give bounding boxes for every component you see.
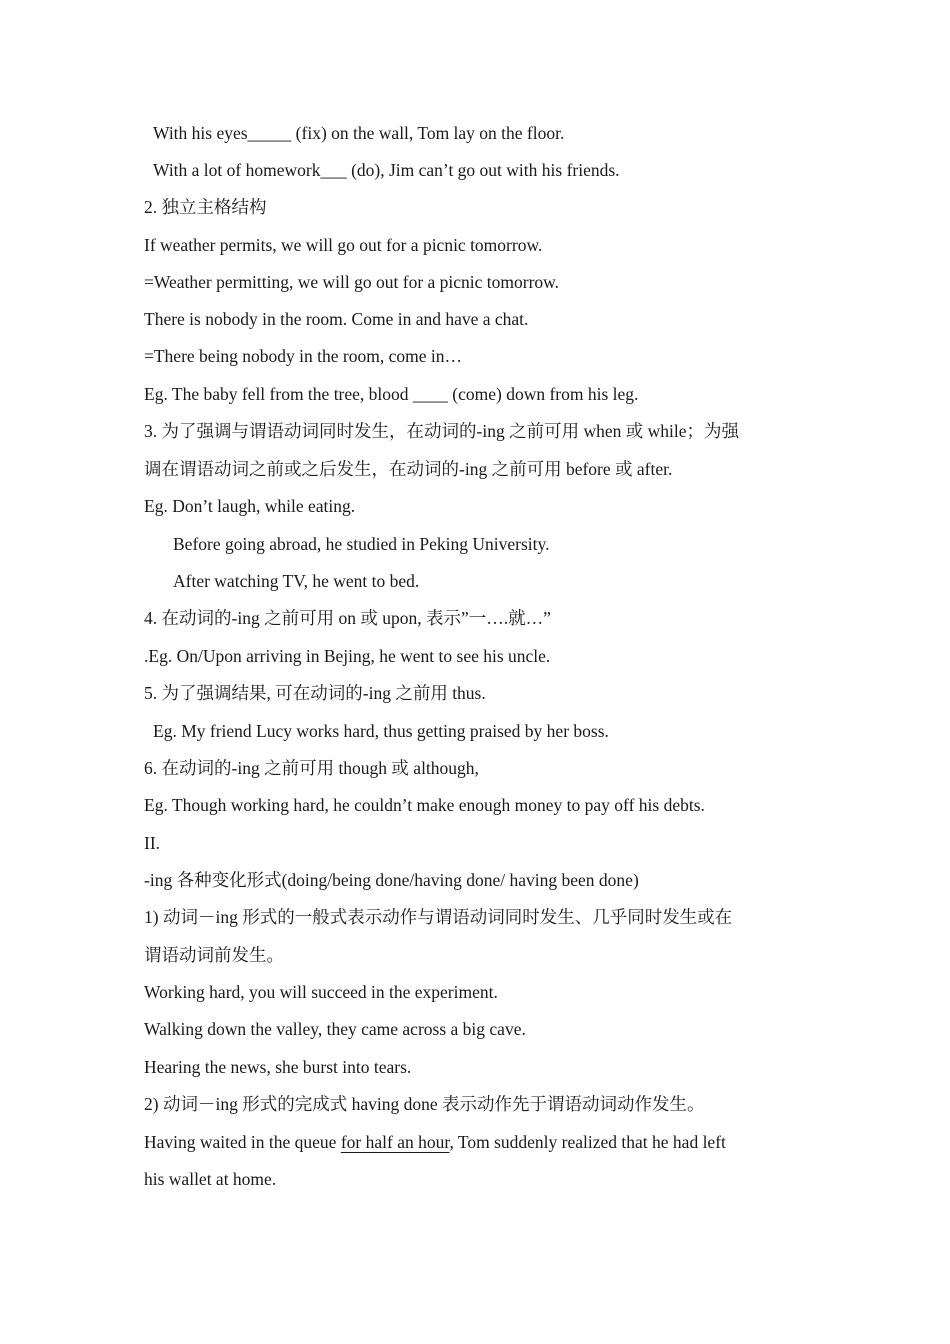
rule-line: 5. 为了强调结果, 可在动词的-ing 之前用 thus. xyxy=(144,683,486,703)
rule-line: 1) 动词－ing 形式的一般式表示动作与谓语动词同时发生、几乎同时发生或在 xyxy=(144,907,733,927)
rule-line: 2) 动词－ing 形式的完成式 having done 表示动作先于谓语动词动作发生。 xyxy=(144,1094,705,1114)
section-heading: -ing 各种变化形式(doing/being done/having done/ having been done) xyxy=(144,870,639,890)
example-line: =There being nobody in the room, come in… xyxy=(144,346,462,366)
underlined-phrase: for half an hour xyxy=(340,1132,450,1152)
example-line xyxy=(144,1131,726,1153)
example-line: =Weather permitting, we will go out for a picnic tomorrow. xyxy=(144,272,560,292)
rule-line: 3. 为了强调与谓语动词同时发生，在动词的-ing 之前可用 when 或 while；为强 xyxy=(144,421,739,441)
example-line: Eg. My friend Lucy works hard, thus getting praised by her boss. xyxy=(153,721,609,741)
example-line: If weather permits, we will go out for a picnic tomorrow. xyxy=(144,235,543,255)
rule-line: 谓语动词前发生。 xyxy=(144,945,284,965)
example-line: Walking down the valley, they came across a big cave. xyxy=(144,1019,526,1039)
rule-line: 4. 在动词的-ing 之前可用 on 或 upon, 表示”一….就…” xyxy=(144,608,551,628)
exercise-line: With his eyes_____ (fix) on the wall, Tom lay on the floor. xyxy=(153,123,565,143)
exercise-line: With a lot of homework___ (do), Jim can’t go out with his friends. xyxy=(153,160,620,180)
example-line: Eg. Though working hard, he couldn’t make enough money to pay off his debts. xyxy=(144,795,705,815)
example-line: Eg. Don’t laugh, while eating. xyxy=(144,496,356,516)
example-line: Hearing the news, she burst into tears. xyxy=(144,1057,412,1077)
example-line: Working hard, you will succeed in the experiment. xyxy=(144,982,498,1002)
exercise-line: Eg. The baby fell from the tree, blood ____ (come) down from his leg. xyxy=(144,384,639,404)
example-text: Having waited in the queue xyxy=(144,1132,341,1152)
rule-line: 调在谓语动词之前或之后发生，在动词的-ing 之前可用 before 或 after. xyxy=(144,459,673,479)
example-line: his wallet at home. xyxy=(144,1169,277,1189)
example-text: , Tom suddenly realized that he had left xyxy=(449,1132,726,1152)
example-line: .Eg. On/Upon arriving in Bejing, he went to see his uncle. xyxy=(144,646,551,666)
example-line: Before going abroad, he studied in Peking University. xyxy=(173,534,550,554)
section-heading: II. xyxy=(144,833,161,853)
rule-line: 6. 在动词的-ing 之前可用 though 或 although, xyxy=(144,758,479,778)
example-line: There is nobody in the room. Come in and have a chat. xyxy=(144,309,529,329)
example-line: After watching TV, he went to bed. xyxy=(173,571,420,591)
section-heading: 2. 独立主格结构 xyxy=(144,197,267,217)
